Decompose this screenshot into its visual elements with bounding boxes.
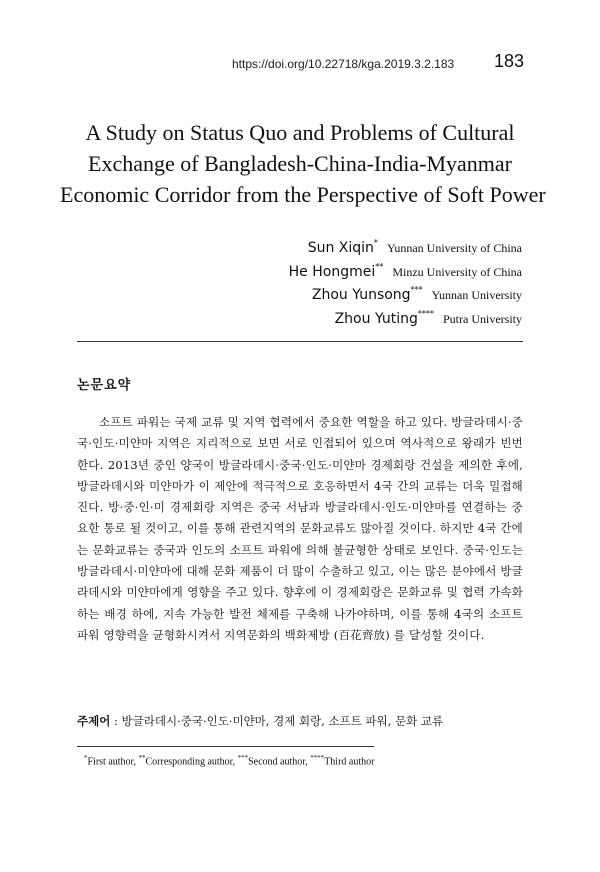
keywords-separator: : xyxy=(110,714,122,728)
author-mark: *** xyxy=(410,285,423,295)
author-list xyxy=(289,237,522,331)
author-name: Sun Xiqin xyxy=(307,240,374,256)
footnote-mark: ** xyxy=(138,754,146,762)
author-entry xyxy=(289,284,522,308)
abstract-body xyxy=(77,412,523,646)
keywords-label: 주제어 xyxy=(77,714,111,728)
abstract-heading: 논문요약 xyxy=(77,378,132,393)
footnote-text: Corresponding author, xyxy=(145,756,238,768)
footnote-text: Second author, xyxy=(248,756,311,768)
author-mark: **** xyxy=(417,309,434,319)
author-affiliation: Minzu University of China xyxy=(392,264,522,279)
footnote-divider xyxy=(77,746,374,747)
keywords-text: 방글라데시·중국·인도·미얀마, 경제 회랑, 소프트 파워, 문화 교류 xyxy=(121,714,444,728)
abstract-paragraph: 소프트 파워는 국제 교류 및 지역 협력에서 중요한 역할을 하고 있다. 방글라데시·중국·인도·미얀마 지역은 지리적으로 보면 서로 인접되어 있으며 역사적으로 왕래가 빈번한다. 2013년 중인 양국이 방글라데시·중국·인도·미얀마 경제회랑 건설을 제의한 후에, 방글라데시와 미얀마가 이 제안에 적극적으로 호응하면서 4국 간의 교류는 더욱 밀접해진다. 방·중·인·미 경제회랑 지역은 중국 서남과 방글라데시·인도·미얀마를 연결하는 중요한 통로 될 것이고, 이를 통해 관련지역의 문화교류도 많아질 것이다. 하지만 4국 간에는 문화교류는 중국과 인도의 소프트 파워에 의해 불균형한 상태로 보인다. 중국·인도는 방글라데시·미얀마에 대해 문화 제품이 더 많이 수출하고 있고, 이는 많은 분야에서 방글라데시와 미얀마에게 영향을 주고 있다. 향후에 이 경제회랑은 문화교류 및 협력 가속화하는 배경 하에, 지속 가능한 발전 체제를 구축해 나가야하며, 이를 통해 4국의 소프트 파워 영향력을 균형화시켜서 지역문화의 백화제방 (百花齊放) 를 달성할 것이다. xyxy=(77,415,523,642)
keywords xyxy=(77,713,443,729)
author-mark: * xyxy=(373,238,378,248)
footnote xyxy=(84,754,374,767)
title-line: A Study on Status Quo and Problems of Cultural xyxy=(85,120,515,145)
divider xyxy=(77,341,523,342)
footnote-mark: * xyxy=(84,754,88,762)
footnote-text: First author, xyxy=(87,756,139,768)
author-name: Zhou Yunsong xyxy=(311,287,411,303)
title-line: Exchange of Bangladesh-China-India-Myanmar xyxy=(88,151,512,176)
author-entry xyxy=(289,308,522,332)
footnote-text: Third author xyxy=(324,756,375,768)
paper-title xyxy=(60,117,546,210)
footnote-mark: **** xyxy=(310,754,325,762)
author-affiliation: Yunnan University of China xyxy=(387,241,522,255)
author-affiliation: Putra University xyxy=(443,311,522,326)
author-name: Zhou Yuting xyxy=(334,310,418,327)
page-number: 183 xyxy=(494,51,525,71)
author-name: He Hongmei xyxy=(288,263,376,280)
doi-link[interactable]: https://doi.org/10.22718/kga.2019.3.2.183 xyxy=(232,57,455,71)
author-entry xyxy=(289,237,522,261)
footnote-mark: *** xyxy=(237,754,249,762)
author-entry xyxy=(289,261,522,285)
title-line: Economic Corridor from the Perspective of Soft Power xyxy=(60,182,546,207)
author-mark: ** xyxy=(375,262,384,272)
author-affiliation: Yunnan University xyxy=(431,288,522,302)
